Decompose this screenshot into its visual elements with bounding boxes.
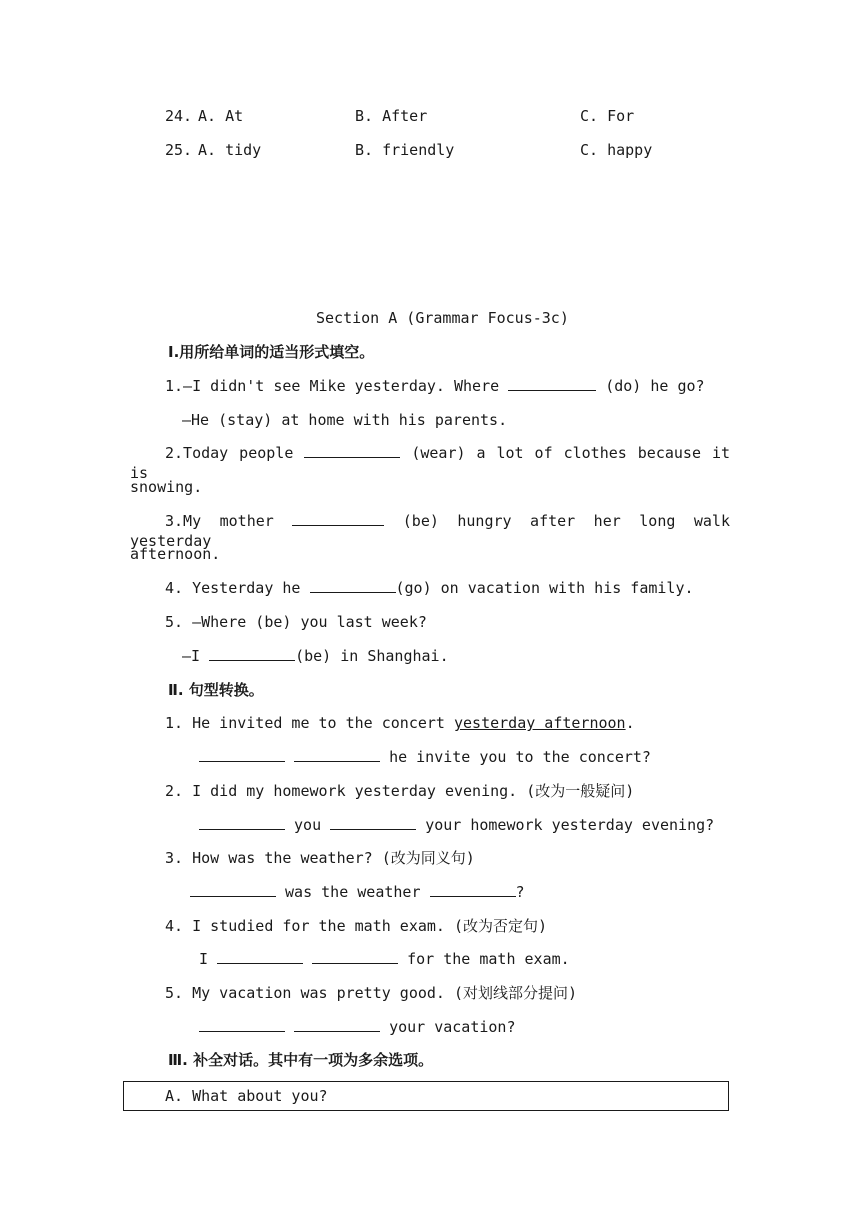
answer-blank[interactable] [190, 882, 276, 897]
answer-blank[interactable] [430, 882, 516, 897]
part2-s3-answer: was the weather ? [190, 882, 525, 902]
mc-option-b: B. friendly [355, 141, 455, 159]
answer-blank[interactable] [292, 511, 384, 526]
part2-s5-answer: your vacation? [199, 1017, 516, 1037]
part1-q3-cont: afternoon. [130, 545, 221, 563]
mc-number: 24. [165, 107, 193, 125]
answer-blank[interactable] [304, 443, 400, 458]
answer-blank[interactable] [199, 815, 285, 830]
answer-blank[interactable] [199, 1017, 285, 1032]
answer-blank[interactable] [209, 646, 295, 661]
part2-s2: 2. I did my homework yesterday evening. (改为一般疑问) [165, 782, 635, 800]
mc-option-c: C. happy [580, 141, 653, 159]
mc-number: 25. [165, 141, 193, 159]
part1-q3: 3.My mother (be) hungry after her long walk yesterday [130, 512, 730, 550]
section-title: Section A (Grammar Focus-3c) [316, 309, 569, 327]
answer-blank[interactable] [508, 376, 596, 391]
part2-s2-answer: you your homework yesterday evening? [199, 815, 714, 835]
part2-s1-answer: he invite you to the concert? [199, 747, 651, 767]
answer-blank[interactable] [330, 815, 416, 830]
mc-option-c: C. For [580, 107, 635, 125]
part2-heading: Ⅱ. 句型转换。 [168, 681, 264, 699]
answer-blank[interactable] [310, 578, 396, 593]
part1-q5: 5. —Where (be) you last week? [165, 613, 427, 631]
mc-option-a: A. At [198, 107, 244, 125]
mc-option-b: B. After [355, 107, 428, 125]
answer-blank[interactable] [294, 747, 380, 762]
part2-s5: 5. My vacation was pretty good. (对划线部分提问) [165, 984, 578, 1002]
part1-q1: 1.—I didn't see Mike yesterday. Where (do) he go? [165, 377, 705, 395]
part2-s4-answer: I for the math exam. [199, 950, 570, 968]
part1-heading: Ⅰ.用所给单词的适当形式填空。 [168, 343, 375, 361]
answer-blank[interactable] [217, 949, 303, 964]
part1-q2-cont: snowing. [130, 478, 203, 496]
option-a: A. What about you? [165, 1087, 328, 1105]
part2-s4: 4. I studied for the math exam. (改为否定句) [165, 917, 548, 935]
mc-option-a: A. tidy [198, 141, 262, 159]
part2-s1: 1. He invited me to the concert yesterday afternoon. [165, 714, 635, 732]
underlined-phrase: yesterday afternoon [453, 714, 626, 732]
part1-q4: 4. Yesterday he (go) on vacation with his family. [165, 579, 694, 597]
answer-blank[interactable] [199, 747, 285, 762]
part2-s3: 3. How was the weather? (改为同义句) [165, 849, 475, 867]
part3-heading: Ⅲ. 补全对话。其中有一项为多余选项。 [168, 1051, 434, 1069]
part1-q2: 2.Today people (wear) a lot of clothes because it is [130, 444, 731, 482]
answer-blank[interactable] [294, 1017, 380, 1032]
part1-q5-reply: —I (be) in Shanghai. [182, 647, 449, 665]
part1-q1-reply: —He (stay) at home with his parents. [182, 411, 508, 429]
answer-blank[interactable] [312, 949, 398, 964]
